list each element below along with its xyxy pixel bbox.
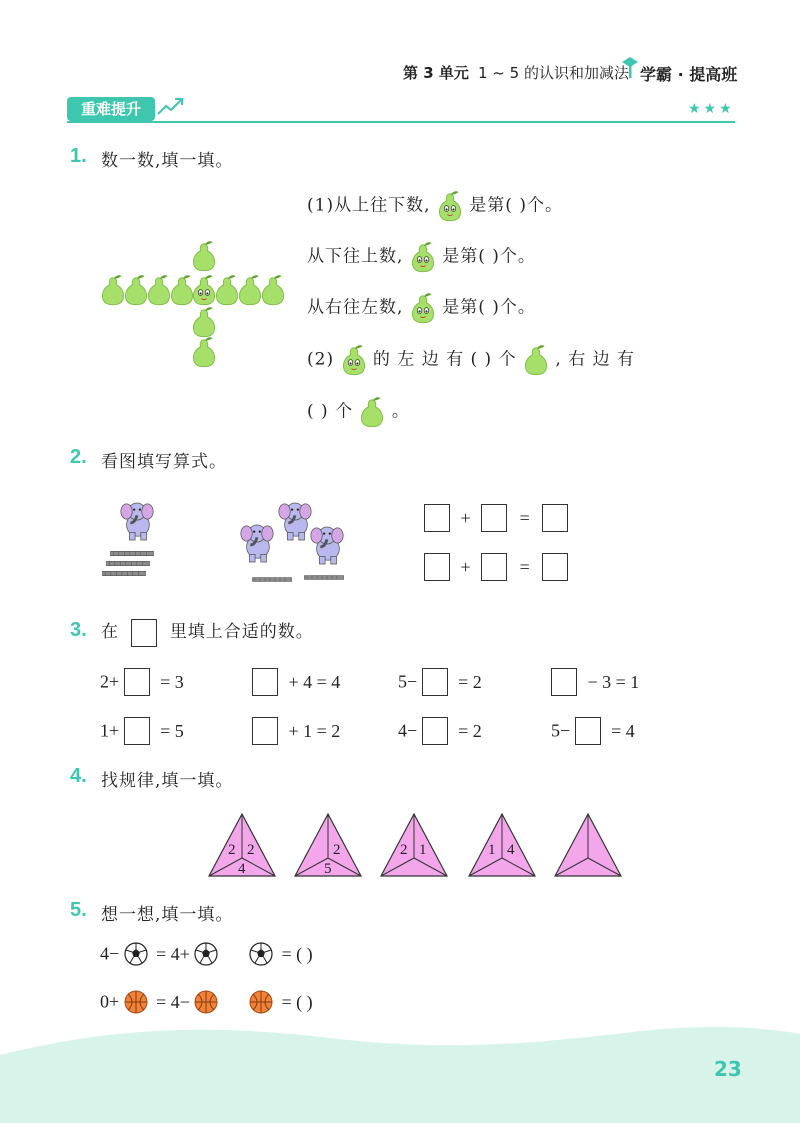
q1-line-2-pre: 从下往上数, [307, 246, 404, 267]
triangle-puzzle-1 [209, 814, 275, 877]
triangle-number: 4 [238, 861, 246, 877]
q3-item-suffix: = 4 [611, 720, 635, 741]
triangle-number: 5 [324, 861, 332, 877]
equals-sign: = [519, 507, 530, 528]
triangle-number: 2 [228, 842, 236, 858]
q1-line-2 [307, 241, 536, 273]
q5-equation-2 [100, 990, 313, 1014]
q3-item-suffix: = 2 [458, 720, 482, 741]
q5-eq1-c: = ( ) [281, 943, 313, 964]
triangle-puzzle-2 [295, 814, 361, 877]
q3-item [252, 668, 340, 696]
triangle-puzzle-4 [469, 814, 535, 876]
triangle-puzzle-5[interactable] [555, 814, 621, 876]
pear-face-icon [437, 190, 463, 222]
q3-item-prefix: 4− [398, 720, 418, 741]
q1-line-1-post: 是第( )个。 [469, 195, 563, 216]
q3-item-suffix: = 2 [458, 671, 482, 692]
q1-line-5-pre: ( ) 个 [307, 401, 354, 422]
answer-box[interactable] [422, 717, 448, 745]
answer-box[interactable] [252, 668, 278, 696]
q3-item [100, 668, 184, 696]
elephant-picture [100, 500, 360, 590]
triangle-number: 1 [419, 842, 427, 858]
q1-line-3 [307, 292, 536, 324]
q3-item-suffix: + 4 = 4 [288, 671, 341, 692]
q3-item-suffix: = 3 [160, 671, 184, 692]
example-box [131, 619, 157, 647]
q5-number: 5. [70, 899, 87, 921]
answer-box[interactable] [124, 668, 150, 696]
page-number: 23 [714, 1057, 742, 1081]
section-divider [67, 121, 735, 123]
q1-line-5-post: 。 [391, 401, 410, 422]
q2-equation-2 [424, 553, 568, 581]
q1-line-4-post: , 右 边 有 [555, 349, 636, 370]
equals-sign: = [519, 556, 530, 577]
q5-eq1-b: = 4+ [156, 943, 190, 964]
triangle-number: 2 [400, 842, 408, 858]
q1-line-5 [307, 396, 410, 428]
q1-number: 1. [70, 145, 87, 167]
answer-box[interactable] [481, 553, 507, 581]
topic-label: 1 ~ 5 的认识和加减法 [478, 64, 629, 82]
q4-number: 4. [70, 765, 87, 787]
q3-item [398, 668, 482, 696]
q3-item [551, 668, 639, 696]
q1-title: 数一数,填一填。 [101, 151, 234, 171]
q1-line-3-post: 是第( )个。 [442, 297, 536, 318]
q5-eq2-b: = 4− [156, 991, 190, 1012]
trend-arrow-icon [156, 94, 186, 118]
plus-sign: + [460, 507, 471, 528]
triangle-number: 2 [247, 842, 255, 858]
plus-sign: + [460, 556, 471, 577]
q2-equation-1 [424, 504, 568, 532]
q5-eq2-a: 0+ [100, 991, 120, 1012]
q3-title-pre: 在 [101, 622, 119, 642]
q3-item-prefix: 5− [398, 671, 418, 692]
q3-item [551, 717, 635, 745]
q1-line-4 [307, 344, 635, 376]
q5-eq1-a: 4− [100, 943, 120, 964]
pear-cross-figure [100, 240, 290, 370]
triangle-sequence [205, 810, 635, 880]
pear-icon [359, 396, 385, 428]
answer-box[interactable] [422, 668, 448, 696]
triangle-number: 2 [333, 842, 341, 858]
soccer-ball-icon [194, 942, 218, 966]
answer-box[interactable] [252, 717, 278, 745]
graduation-cap-icon [620, 54, 640, 80]
difficulty-stars: ★★★ [688, 101, 735, 117]
q3-item-prefix: 2+ [100, 671, 120, 692]
triangle-puzzle-3 [381, 814, 447, 876]
q2-title: 看图填写算式。 [101, 452, 227, 472]
q3-item [100, 717, 184, 745]
q3-item-suffix: − 3 = 1 [587, 671, 640, 692]
basketball-icon [249, 990, 273, 1014]
q3-item [398, 717, 482, 745]
q1-line-3-pre: 从右往左数, [307, 297, 404, 318]
q1-line-4-mid: 的 左 边 有 ( ) 个 [372, 349, 517, 370]
pear-icon [523, 344, 549, 376]
soccer-ball-icon [124, 942, 148, 966]
answer-box[interactable] [424, 553, 450, 581]
answer-box[interactable] [551, 668, 577, 696]
q5-title: 想一想,填一填。 [101, 905, 234, 925]
q1-line-4-pre: (2) [307, 349, 335, 370]
q1-line-1 [307, 190, 563, 222]
q5-eq2-c: = ( ) [281, 991, 313, 1012]
pear-face-icon [410, 241, 436, 273]
answer-box[interactable] [124, 717, 150, 745]
unit-label: 第 3 单元 [403, 64, 469, 82]
q3-item-suffix: + 1 = 2 [288, 720, 341, 741]
answer-box[interactable] [542, 504, 568, 532]
triangle-number: 1 [488, 842, 496, 858]
section-badge-text: 重难提升 [80, 100, 141, 118]
basketball-icon [124, 990, 148, 1014]
pear-face-icon [410, 292, 436, 324]
brand-label: 学霸 · 提高班 [640, 65, 738, 84]
q3-title [101, 617, 314, 647]
q3-item-prefix: 1+ [100, 720, 120, 741]
triangle-number: 4 [507, 842, 515, 858]
q5-equation-1 [100, 942, 313, 966]
q1-line-1-pre: (1)从上往下数, [307, 195, 431, 216]
q3-item [252, 717, 340, 745]
pear-face-icon [341, 344, 367, 376]
q3-number: 3. [70, 619, 87, 641]
section-badge [67, 97, 155, 121]
soccer-ball-icon [249, 942, 273, 966]
answer-box[interactable] [542, 553, 568, 581]
q1-line-2-post: 是第( )个。 [442, 246, 536, 267]
q3-item-prefix: 5− [551, 720, 571, 741]
q3-title-post: 里填上合适的数。 [169, 622, 314, 642]
footer-wave [0, 1020, 800, 1123]
q2-number: 2. [70, 446, 87, 468]
basketball-icon [194, 990, 218, 1014]
q4-title: 找规律,填一填。 [101, 771, 234, 791]
answer-box[interactable] [575, 717, 601, 745]
q3-item-suffix: = 5 [160, 720, 184, 741]
answer-box[interactable] [424, 504, 450, 532]
answer-box[interactable] [481, 504, 507, 532]
